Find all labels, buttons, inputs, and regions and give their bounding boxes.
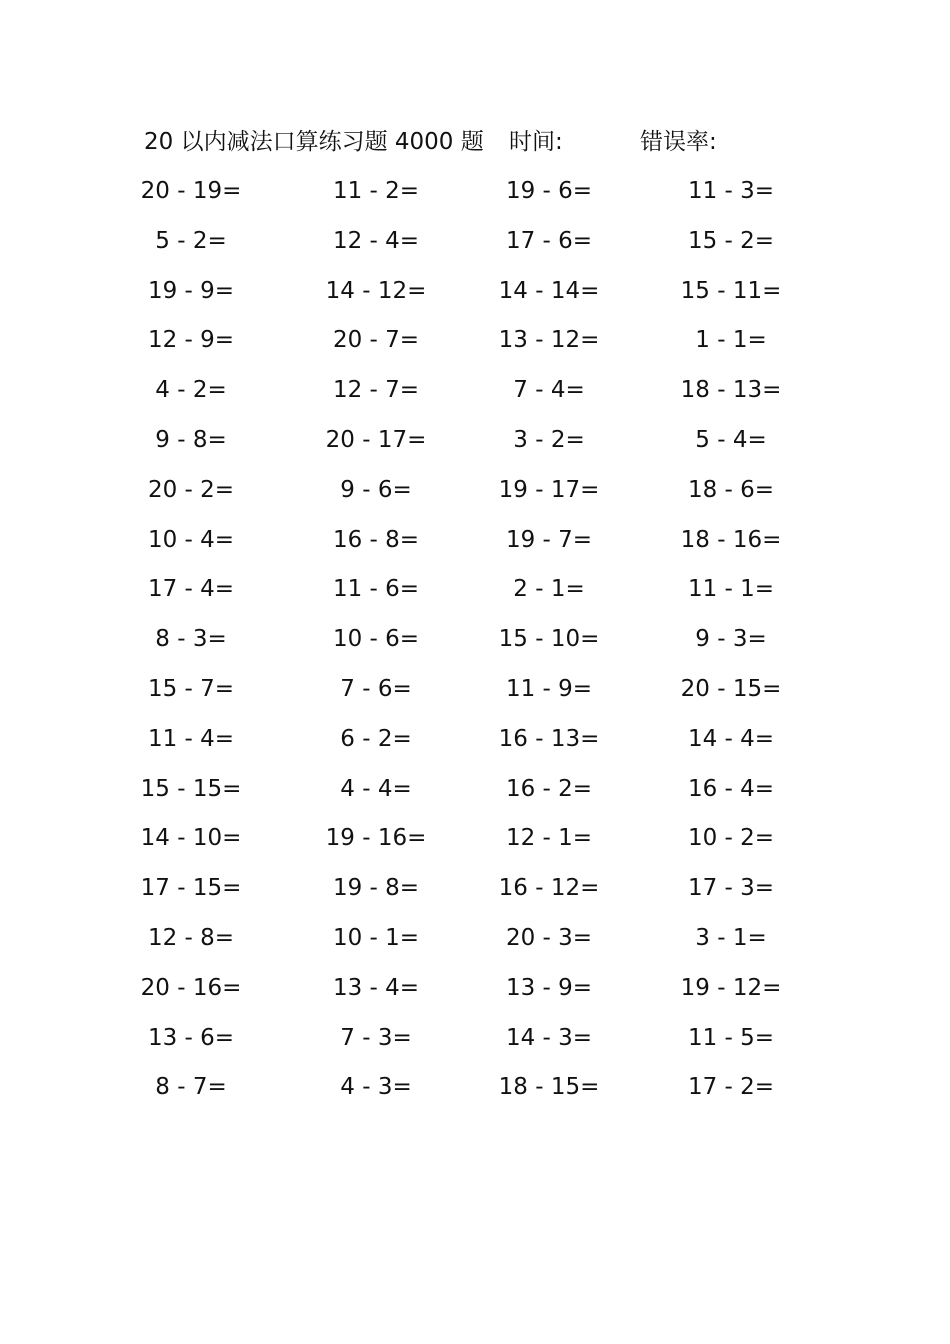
problem: 9 - 6=: [340, 476, 412, 503]
problem: 20 - 16=: [140, 974, 242, 1001]
problem: 10 - 2=: [687, 825, 775, 852]
problem: 4 - 3=: [340, 1074, 412, 1101]
problem: 20 - 15=: [680, 675, 782, 702]
problem: 19 - 7=: [505, 526, 593, 553]
problem-row: [0, 167, 950, 217]
problem: 13 - 9=: [505, 974, 593, 1001]
problem: 4 - 4=: [340, 775, 412, 802]
problem: 15 - 2=: [687, 227, 775, 254]
problem-row: [0, 267, 950, 317]
problem: 11 - 4=: [147, 725, 235, 752]
problem: 18 - 15=: [498, 1074, 600, 1101]
problem: 20 - 2=: [147, 476, 235, 503]
problem-row: [0, 217, 950, 267]
problem: 15 - 15=: [140, 775, 242, 802]
problem: 14 - 3=: [505, 1024, 593, 1051]
problem: 11 - 6=: [332, 576, 420, 603]
problem: 10 - 1=: [332, 924, 420, 951]
problem: 11 - 5=: [687, 1024, 775, 1051]
problem: 13 - 4=: [332, 974, 420, 1001]
problem: 18 - 16=: [680, 526, 782, 553]
problem: 20 - 17=: [325, 426, 427, 453]
problem-grid: [0, 167, 950, 1113]
problem-row: [0, 416, 950, 466]
problem: 19 - 9=: [147, 277, 235, 304]
problem: 5 - 2=: [155, 227, 227, 254]
problem: 18 - 13=: [680, 377, 782, 404]
problem-row: [0, 516, 950, 566]
problem: 16 - 2=: [505, 775, 593, 802]
problem: 2 - 1=: [513, 576, 585, 603]
problem-row: [0, 466, 950, 516]
problem-row: [0, 565, 950, 615]
problem: 14 - 10=: [140, 825, 242, 852]
problem: 19 - 12=: [680, 974, 782, 1001]
problem-row: [0, 1063, 950, 1113]
problem: 9 - 3=: [695, 626, 767, 653]
problem: 6 - 2=: [340, 725, 412, 752]
problem: 12 - 9=: [147, 327, 235, 354]
problem: 17 - 3=: [687, 875, 775, 902]
worksheet-header: [0, 122, 950, 162]
problem-row: [0, 814, 950, 864]
problem: 9 - 8=: [155, 426, 227, 453]
problem: 18 - 6=: [687, 476, 775, 503]
problem: 8 - 7=: [155, 1074, 227, 1101]
problem: 13 - 6=: [147, 1024, 235, 1051]
time-label: 时间:: [509, 129, 563, 155]
problem: 3 - 2=: [513, 426, 585, 453]
problem: 10 - 6=: [332, 626, 420, 653]
problem-row: [0, 864, 950, 914]
problem: 14 - 4=: [687, 725, 775, 752]
problem: 11 - 3=: [687, 178, 775, 204]
problem: 12 - 7=: [332, 377, 420, 404]
problem-row: [0, 615, 950, 665]
problem: 17 - 6=: [505, 227, 593, 254]
problem: 19 - 17=: [498, 476, 600, 503]
problem: 17 - 15=: [140, 875, 242, 902]
problem: 8 - 3=: [155, 626, 227, 653]
worksheet-title: 20 以内减法口算练习题 4000 题: [144, 129, 484, 155]
problem-row: [0, 366, 950, 416]
problem: 14 - 14=: [498, 277, 600, 304]
problem-row: [0, 715, 950, 765]
problem: 19 - 8=: [332, 875, 420, 902]
problem: 11 - 9=: [505, 675, 593, 702]
problem: 15 - 7=: [147, 675, 235, 702]
problem: 15 - 11=: [680, 277, 782, 304]
problem-row: [0, 964, 950, 1014]
problem: 11 - 2=: [332, 178, 420, 204]
problem: 13 - 12=: [498, 327, 600, 354]
problem-row: [0, 316, 950, 366]
problem: 19 - 6=: [505, 178, 593, 204]
problem: 16 - 12=: [498, 875, 600, 902]
problem: 17 - 2=: [687, 1074, 775, 1101]
problem: 16 - 13=: [498, 725, 600, 752]
problem: 20 - 19=: [140, 178, 242, 204]
problem: 15 - 10=: [498, 626, 600, 653]
problem-row: [0, 1014, 950, 1064]
problem: 16 - 8=: [332, 526, 420, 553]
problem-row: [0, 914, 950, 964]
problem: 11 - 1=: [687, 576, 775, 603]
problem-row: [0, 665, 950, 715]
problem: 10 - 4=: [147, 526, 235, 553]
problem: 7 - 6=: [340, 675, 412, 702]
problem: 3 - 1=: [695, 924, 767, 951]
problem-row: [0, 765, 950, 815]
problem: 4 - 2=: [155, 377, 227, 404]
problem: 12 - 4=: [332, 227, 420, 254]
problem: 16 - 4=: [687, 775, 775, 802]
problem: 7 - 4=: [513, 377, 585, 404]
problem: 5 - 4=: [695, 426, 767, 453]
problem: 19 - 16=: [325, 825, 427, 852]
problem: 14 - 12=: [325, 277, 427, 304]
problem: 7 - 3=: [340, 1024, 412, 1051]
error-rate-label: 错误率:: [640, 129, 717, 155]
problem: 12 - 8=: [147, 924, 235, 951]
problem: 20 - 7=: [332, 327, 420, 354]
problem: 17 - 4=: [147, 576, 235, 603]
problem: 12 - 1=: [505, 825, 593, 852]
problem: 1 - 1=: [695, 327, 767, 354]
problem: 20 - 3=: [505, 924, 593, 951]
